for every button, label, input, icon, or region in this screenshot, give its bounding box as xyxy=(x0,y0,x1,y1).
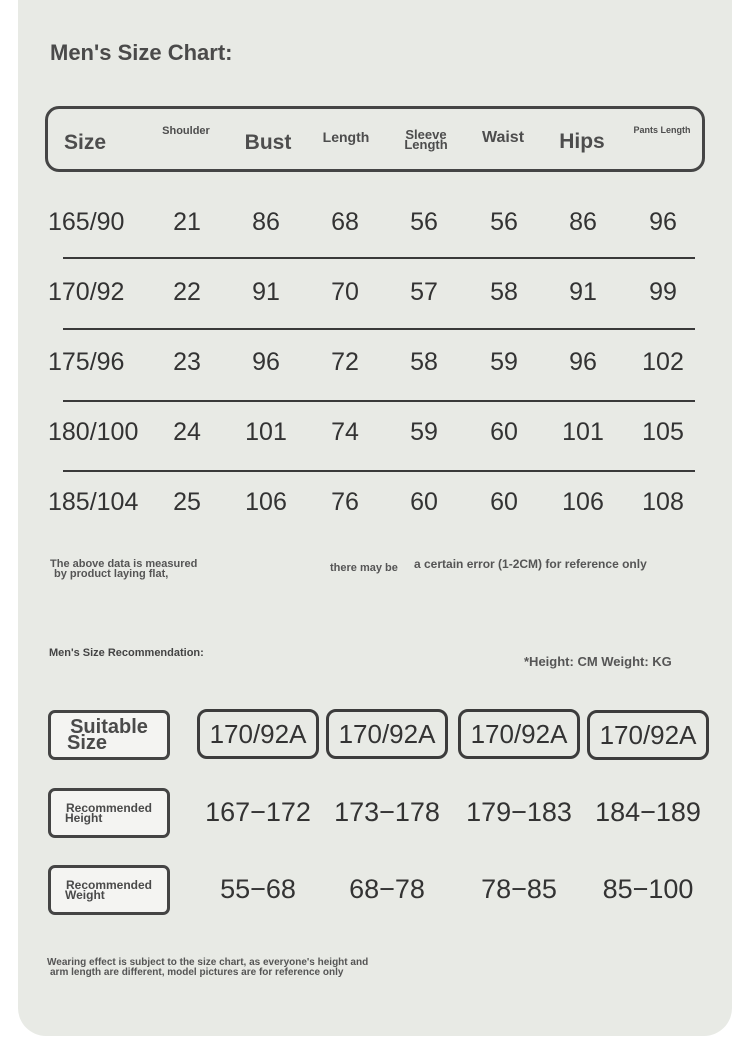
header-hips: Hips xyxy=(559,130,605,153)
label-height-line1: Recommended xyxy=(65,801,153,815)
units-note: *Height: CM Weight: KG xyxy=(524,654,672,669)
row-divider xyxy=(63,470,695,472)
label-suitable-size xyxy=(48,710,170,760)
measurement-cell: 21 xyxy=(173,208,201,236)
footer-line1: Wearing effect is subject to the size chart, as everyone's height and xyxy=(47,957,369,968)
size-box: 170/92A xyxy=(197,709,319,759)
measurement-cell: 102 xyxy=(642,348,684,376)
measurement-cell: 74 xyxy=(331,418,359,446)
measurement-cell: 22 xyxy=(173,278,201,306)
measurement-cell: 59 xyxy=(410,418,438,446)
weight-range: 85−100 xyxy=(602,874,694,904)
measurement-cell: 86 xyxy=(252,208,280,236)
measurement-cell: 56 xyxy=(490,208,518,236)
recommendation-title: Men's Size Recommendation: xyxy=(49,647,204,659)
measurement-cell: 96 xyxy=(649,208,677,236)
measure-note-middle: there may be xyxy=(330,562,398,574)
size-box: 170/92A xyxy=(326,709,448,759)
label-recommended-height xyxy=(48,788,170,838)
row-divider xyxy=(63,257,695,259)
measure-note-right: a certain error (1-2CM) for reference only xyxy=(414,557,647,571)
height-range: 179−183 xyxy=(466,797,572,827)
measurement-cell: 23 xyxy=(173,348,201,376)
header-bust: Bust xyxy=(244,131,292,154)
label-recommended-weight xyxy=(48,865,170,915)
header-shoulder: Shoulder xyxy=(162,125,210,137)
measurement-cell: 57 xyxy=(410,278,438,306)
measurement-cell: 86 xyxy=(569,208,597,236)
size-box: 170/92A xyxy=(587,710,709,760)
measurement-cell: 60 xyxy=(490,418,518,446)
label-height-line2: Height xyxy=(65,811,103,825)
measurement-cell: 96 xyxy=(569,348,597,376)
label-weight-line1: Recommended xyxy=(65,878,153,892)
measurement-cell: 101 xyxy=(562,418,604,446)
size-cell: 165/90 xyxy=(48,208,125,236)
measurement-cell: 106 xyxy=(245,488,287,516)
measurement-cell: 25 xyxy=(173,488,201,516)
height-range: 167−172 xyxy=(205,797,311,827)
measurement-cell: 60 xyxy=(490,488,518,516)
header-sleeve-length xyxy=(395,127,457,152)
measurement-cell: 68 xyxy=(331,208,359,236)
row-divider xyxy=(63,328,695,330)
measurement-cell: 72 xyxy=(331,348,359,376)
size-cell: 170/92 xyxy=(48,278,125,306)
measurement-cell: 91 xyxy=(252,278,280,306)
label-suitable-line1: Suitable xyxy=(70,716,148,738)
measurement-cell: 70 xyxy=(331,278,359,306)
header-length: Length xyxy=(322,129,370,145)
weight-range: 68−78 xyxy=(349,874,425,904)
measure-note-left xyxy=(50,559,197,579)
measurement-cell: 101 xyxy=(245,418,287,446)
header-pants-length: Pants Length xyxy=(633,125,691,135)
measurement-cell: 108 xyxy=(642,488,684,516)
measurement-cell: 91 xyxy=(569,278,597,306)
footer-note xyxy=(47,958,368,978)
size-cell: 175/96 xyxy=(48,348,125,376)
measurement-cell: 99 xyxy=(649,278,677,306)
header-size: Size xyxy=(64,131,107,154)
measurement-cell: 56 xyxy=(410,208,438,236)
measurement-cell: 96 xyxy=(252,348,280,376)
measurement-cell: 76 xyxy=(331,488,359,516)
size-box: 170/92A xyxy=(458,709,580,759)
measurement-cell: 105 xyxy=(642,418,684,446)
measurement-cell: 58 xyxy=(410,348,438,376)
measurement-cell: 24 xyxy=(173,418,201,446)
header-sleeve-length-text: Sleeve Length xyxy=(404,127,448,152)
height-range: 173−178 xyxy=(334,797,440,827)
measure-note-line1: The above data is measured xyxy=(50,558,198,570)
measurement-cell: 58 xyxy=(490,278,518,306)
measurement-cell: 59 xyxy=(490,348,518,376)
measure-note-line2: by product laying flat, xyxy=(54,568,169,580)
row-divider xyxy=(63,400,695,402)
header-waist: Waist xyxy=(481,129,525,146)
weight-range: 55−68 xyxy=(220,874,296,904)
size-cell: 180/100 xyxy=(48,418,139,446)
height-range: 184−189 xyxy=(595,797,701,827)
weight-range: 78−85 xyxy=(481,874,557,904)
footer-line2: arm length are different, model pictures are for reference only xyxy=(50,967,344,978)
label-suitable-line2: Size xyxy=(67,732,108,754)
size-cell: 185/104 xyxy=(48,488,139,516)
measurement-cell: 60 xyxy=(410,488,438,516)
label-weight-line2: Weight xyxy=(65,888,105,902)
page-title: Men's Size Chart: xyxy=(50,40,233,65)
measurement-cell: 106 xyxy=(562,488,604,516)
